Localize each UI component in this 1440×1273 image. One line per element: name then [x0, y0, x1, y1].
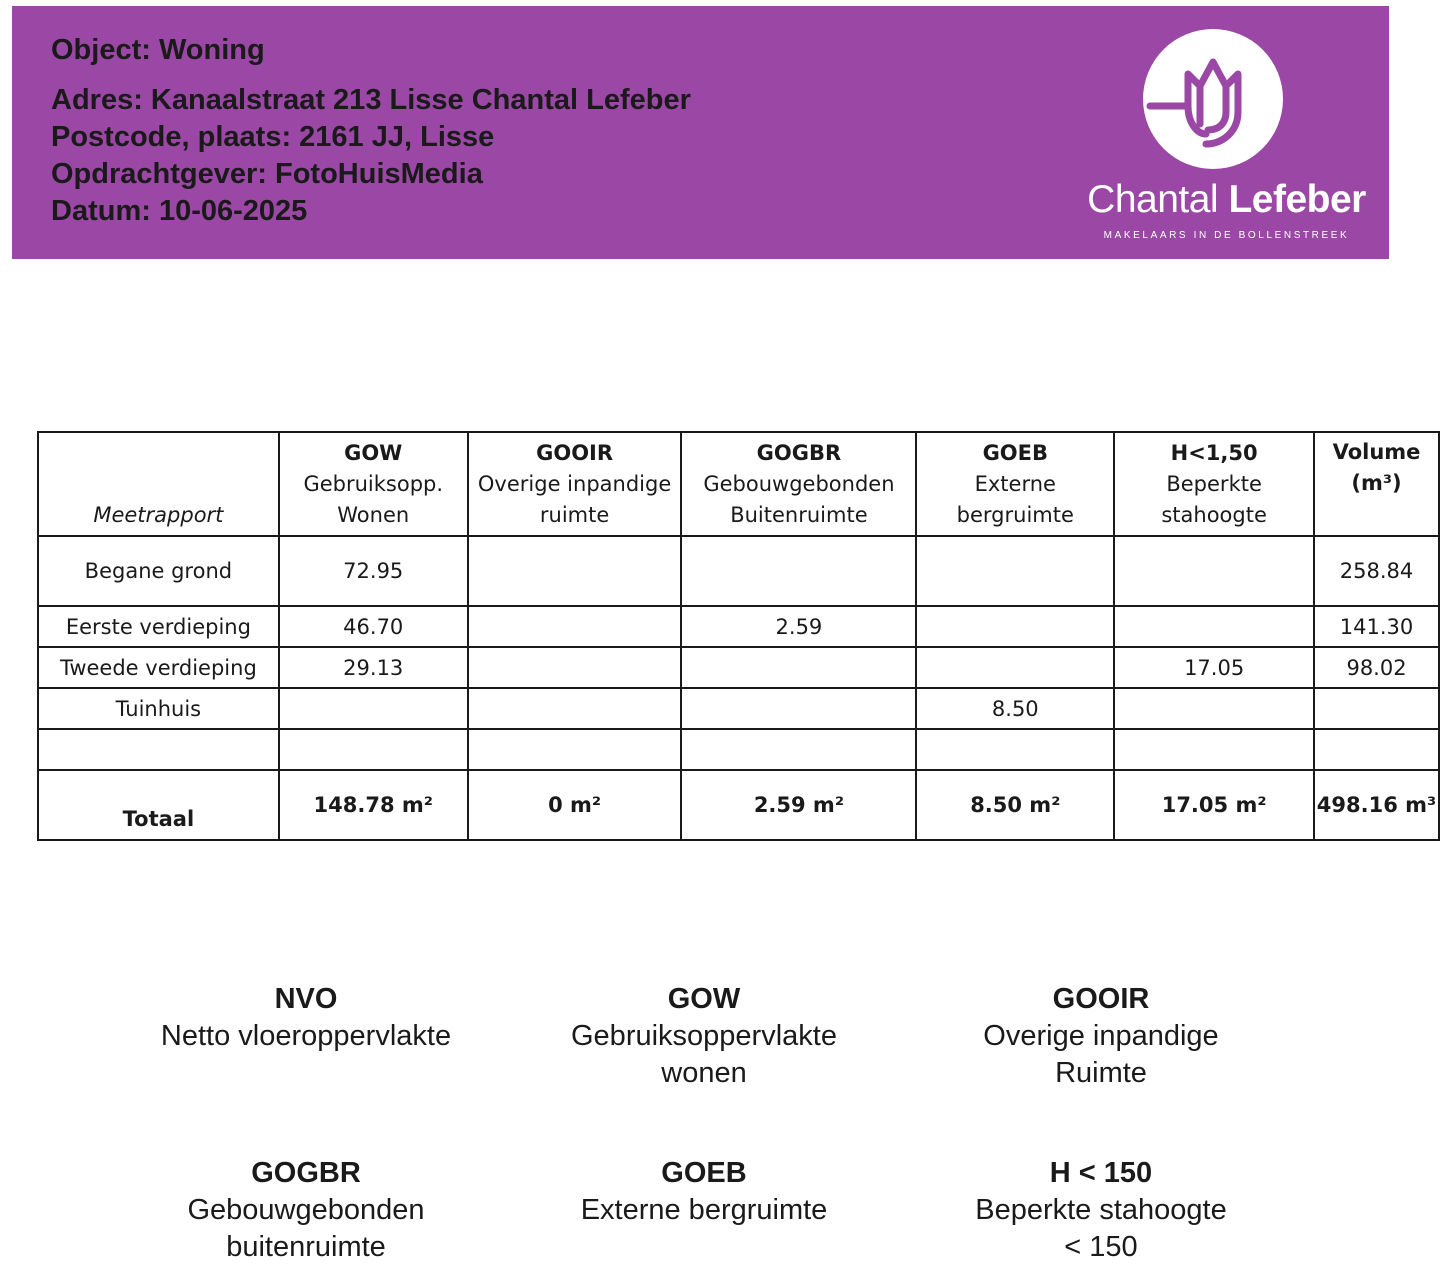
column-header: GOW Gebruiksopp. Wonen	[279, 432, 468, 536]
corner-label: Meetrapport	[38, 432, 279, 536]
table-cell	[681, 729, 916, 770]
table-cell	[468, 536, 682, 606]
row-label: Eerste verdieping	[38, 606, 279, 647]
table-cell: 98.02	[1314, 647, 1439, 688]
table-cell	[1114, 536, 1314, 606]
row-label	[38, 729, 279, 770]
definition-h150: H < 150 Beperkte stahoogte < 150	[975, 1157, 1227, 1263]
table-cell	[279, 729, 468, 770]
table-cell	[279, 688, 468, 729]
definition-gow: GOW Gebruiksoppervlakte wonen	[571, 983, 837, 1089]
column-header: Volume (m³)	[1314, 432, 1439, 536]
total-cell: 0 m²	[468, 770, 682, 840]
table-header-row	[38, 432, 1439, 536]
table-cell	[1114, 688, 1314, 729]
total-cell: 17.05 m²	[1114, 770, 1314, 840]
definition-gogbr: GOGBR Gebouwgebonden buitenruimte	[187, 1157, 425, 1263]
definition-goeb: GOEB Externe bergruimte	[580, 1157, 828, 1226]
table-cell	[916, 729, 1114, 770]
report-header	[12, 6, 1389, 259]
total-cell: 8.50 m²	[916, 770, 1114, 840]
table-cell	[1114, 729, 1314, 770]
row-label: Begane grond	[38, 536, 279, 606]
table-cell	[681, 536, 916, 606]
total-row	[38, 770, 1439, 840]
column-header: H<1,50 Beperkte stahoogte	[1114, 432, 1314, 536]
table-cell: 258.84	[1314, 536, 1439, 606]
table-cell: 17.05	[1114, 647, 1314, 688]
tulip-logo-icon	[1142, 28, 1284, 170]
table-cell: 29.13	[279, 647, 468, 688]
row-label: Tuinhuis	[38, 688, 279, 729]
company-logo	[1084, 28, 1369, 248]
table-cell: 46.70	[279, 606, 468, 647]
table-cell	[468, 729, 682, 770]
date-line: Datum: 10-06-2025	[51, 195, 308, 227]
column-header: GOEB Externe bergruimte	[916, 432, 1114, 536]
table-cell	[468, 606, 682, 647]
table-cell	[1314, 729, 1439, 770]
definition-nvo: NVO Netto vloeroppervlakte	[160, 983, 452, 1052]
table-cell	[468, 688, 682, 729]
table-row	[38, 536, 1439, 606]
table-cell	[916, 647, 1114, 688]
table-cell: 72.95	[279, 536, 468, 606]
row-label: Tweede verdieping	[38, 647, 279, 688]
table-cell: 141.30	[1314, 606, 1439, 647]
total-label: Totaal	[38, 770, 279, 840]
table-cell	[1114, 606, 1314, 647]
table-cell	[916, 536, 1114, 606]
table-row	[38, 729, 1439, 770]
total-cell: 148.78 m²	[279, 770, 468, 840]
logo-wordmark: Chantal Lefeber	[1087, 178, 1366, 221]
postcode-line: Postcode, plaats: 2161 JJ, Lisse	[51, 121, 495, 153]
table-cell: 8.50	[916, 688, 1114, 729]
address-line: Adres: Kanaalstraat 213 Lisse Chantal Lefeber	[51, 84, 691, 116]
table-row	[38, 606, 1439, 647]
table-cell	[1314, 688, 1439, 729]
table-cell	[681, 688, 916, 729]
table-cell	[916, 606, 1114, 647]
table-cell	[681, 647, 916, 688]
table-row	[38, 647, 1439, 688]
object-line: Object: Woning	[51, 34, 265, 66]
measurement-table	[37, 431, 1440, 841]
client-line: Opdrachtgever: FotoHuisMedia	[51, 158, 483, 190]
table-cell: 2.59	[681, 606, 916, 647]
logo-tagline: MAKELAARS IN DE BOLLENSTREEK	[1103, 230, 1350, 241]
total-cell: 498.16 m³	[1314, 770, 1439, 840]
column-header: GOOIR Overige inpandige ruimte	[468, 432, 682, 536]
table-cell	[468, 647, 682, 688]
column-header: GOGBR Gebouwgebonden Buitenruimte	[681, 432, 916, 536]
definition-gooir: GOOIR Overige inpandige Ruimte	[983, 983, 1219, 1089]
total-cell: 2.59 m²	[681, 770, 916, 840]
table-row	[38, 688, 1439, 729]
